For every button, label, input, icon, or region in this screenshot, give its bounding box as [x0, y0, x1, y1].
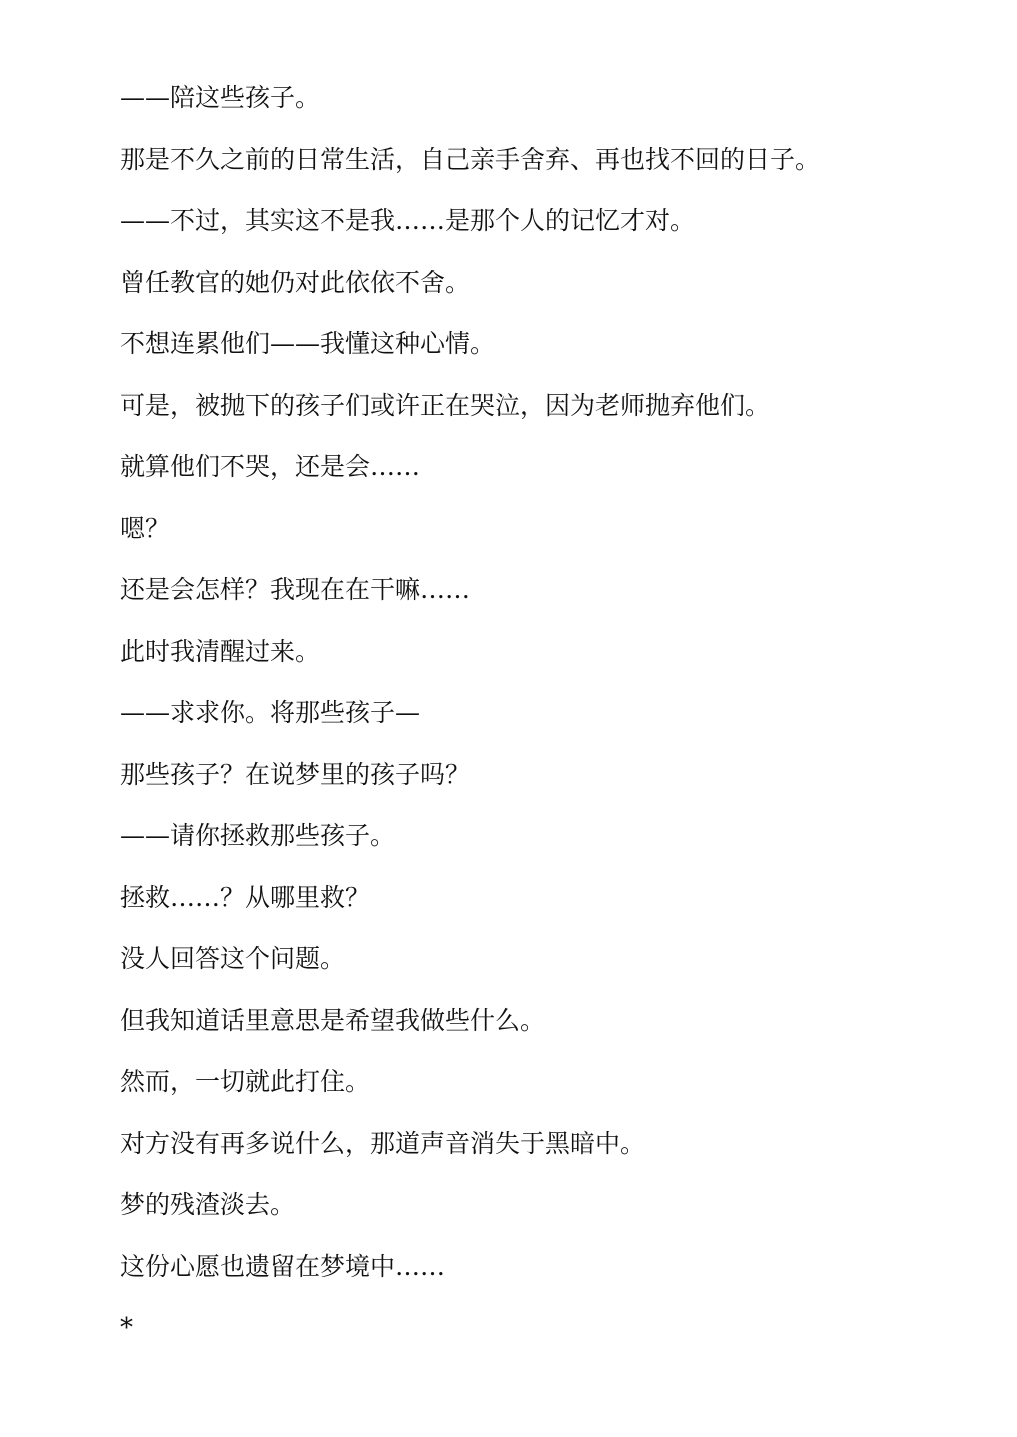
- paragraph: 不想连累他们——我懂这种心情。: [120, 329, 496, 358]
- paragraph: 此时我清醒过来。: [120, 636, 321, 666]
- paragraph: 但我知道话里意思是希望我做些什么。: [120, 1005, 546, 1035]
- paragraph: ——不过，其实这不是我……是那个人的记忆才对。: [120, 206, 696, 235]
- paragraph: 可是，被抛下的孩子们或许正在哭泣，因为老师抛弃他们。: [120, 390, 771, 420]
- paragraph: ——陪这些孩子。: [120, 83, 321, 112]
- paragraph: 就算他们不哭，还是会……: [120, 452, 421, 481]
- text-column: [120, 78, 920, 1348]
- paragraph: 没人回答这个问题。: [120, 944, 346, 973]
- paragraph: 梦的残渣淡去。: [120, 1190, 296, 1219]
- paragraph: 对方没有再多说什么，那道声音消失于黑暗中。: [120, 1128, 646, 1158]
- paragraph: 那是不久之前的日常生活，自己亲手舍弃、再也找不回的日子。: [120, 144, 821, 174]
- paragraph: ——请你拯救那些孩子。: [120, 821, 396, 850]
- paragraph: ——求求你。将那些孩子—: [120, 698, 421, 727]
- paragraph: 然而，一切就此打住。: [120, 1067, 371, 1096]
- paragraph: 这份心愿也遗留在梦境中……: [120, 1251, 446, 1281]
- paragraph: 拯救……？从哪里救？: [120, 882, 371, 912]
- paragraph: 还是会怎样？我现在在干嘛……: [120, 575, 471, 604]
- paragraph: 嗯？: [120, 513, 171, 543]
- section-separator: *: [120, 1313, 133, 1343]
- paragraph: 曾任教官的她仍对此依依不舍。: [120, 267, 471, 297]
- paragraph: 那些孩子？在说梦里的孩子吗？: [120, 759, 471, 789]
